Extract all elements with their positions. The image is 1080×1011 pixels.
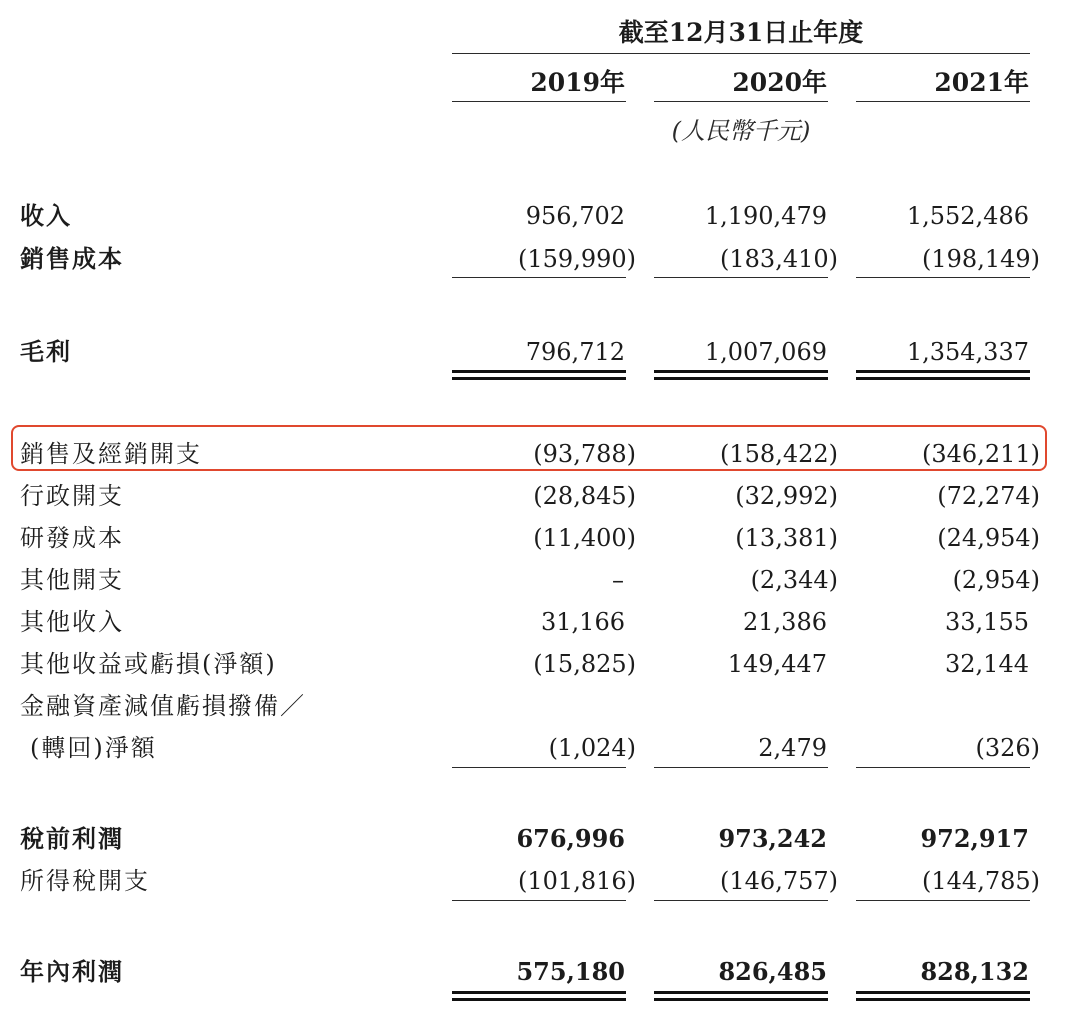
- value-2021: (326): [975, 734, 1040, 762]
- value-2019: (15,825): [533, 650, 636, 678]
- value-2021: 972,917: [920, 824, 1029, 853]
- table-row-other-gains-losses: [0, 647, 1080, 681]
- value-2021: (2,954): [952, 566, 1040, 594]
- row-label: 研發成本: [20, 524, 124, 552]
- period-header: 截至12月31日止年度: [618, 18, 864, 47]
- value-2019: 31,166: [541, 608, 625, 636]
- subtotal-line: [856, 900, 1030, 901]
- value-2021: (144,785): [922, 867, 1040, 895]
- row-label: 其他收入: [20, 608, 124, 636]
- value-2019: (159,990): [518, 245, 636, 273]
- value-2019: (101,816): [518, 867, 636, 895]
- row-label: 收入: [20, 201, 72, 230]
- table-row-profit-for-year: [0, 955, 1080, 989]
- value-2021: 33,155: [945, 608, 1029, 636]
- row-label: 其他開支: [20, 566, 124, 594]
- table-row-profit-before-tax: [0, 822, 1080, 856]
- row-label: 銷售成本: [20, 244, 124, 273]
- row-label: 其他收益或虧損(淨額): [20, 650, 277, 678]
- value-2021: 1,552,486: [906, 202, 1029, 230]
- subtotal-line: [856, 767, 1030, 768]
- total-double-line: [452, 991, 626, 1001]
- total-double-line: [856, 991, 1030, 1001]
- value-2021: (346,211): [922, 440, 1040, 468]
- row-label: 所得稅開支: [20, 867, 150, 895]
- total-double-line: [654, 991, 828, 1001]
- table-row-income-tax: [0, 864, 1080, 898]
- subtotal-line: [452, 767, 626, 768]
- value-2020: 149,447: [727, 650, 827, 678]
- table-row-revenue: [0, 199, 1080, 233]
- value-2020: 2,479: [758, 734, 827, 762]
- year-header-2020: 2020年: [732, 68, 827, 97]
- value-2019: –: [612, 566, 624, 594]
- table-row-admin-expenses: [0, 479, 1080, 513]
- period-underline: [452, 53, 1030, 54]
- table-row-other-expenses: [0, 563, 1080, 597]
- currency-unit-note: (人民幣千元): [671, 117, 811, 145]
- total-double-line: [654, 370, 828, 380]
- value-2021: (72,274): [937, 482, 1040, 510]
- value-2020: (2,344): [750, 566, 838, 594]
- total-double-line: [452, 370, 626, 380]
- subtotal-line: [452, 900, 626, 901]
- subtotal-line: [856, 277, 1030, 278]
- table-row-cost-of-sales: [0, 242, 1080, 276]
- value-2020: (158,422): [720, 440, 838, 468]
- value-2019: 676,996: [516, 824, 625, 853]
- table-row-selling-expenses: [0, 437, 1080, 471]
- row-label: 毛利: [20, 337, 72, 366]
- value-2020: 1,007,069: [704, 338, 827, 366]
- row-label-continued: (轉回)淨額: [30, 734, 157, 762]
- row-label: 銷售及經銷開支: [20, 440, 202, 468]
- value-2021: 1,354,337: [906, 338, 1029, 366]
- subtotal-line: [654, 900, 828, 901]
- value-2019: 796,712: [525, 338, 625, 366]
- table-row-gross-profit: [0, 335, 1080, 369]
- value-2020: (32,992): [735, 482, 838, 510]
- value-2021: (24,954): [937, 524, 1040, 552]
- year-underline-2021: [856, 101, 1030, 102]
- row-label: 年內利潤: [20, 957, 124, 986]
- value-2020: 973,242: [718, 824, 827, 853]
- row-label: 稅前利潤: [20, 824, 124, 853]
- year-underline-2020: [654, 101, 828, 102]
- value-2021: 828,132: [920, 957, 1029, 986]
- value-2020: 1,190,479: [704, 202, 827, 230]
- value-2020: (13,381): [735, 524, 838, 552]
- table-row-rd-costs: [0, 521, 1080, 555]
- table-row-impairment: [0, 731, 1080, 765]
- value-2020: (183,410): [720, 245, 838, 273]
- value-2019: 956,702: [525, 202, 625, 230]
- table-row-other-income: [0, 605, 1080, 639]
- year-header-2019: 2019年: [530, 68, 625, 97]
- year-header-2021: 2021年: [934, 68, 1029, 97]
- subtotal-line: [654, 767, 828, 768]
- value-2019: (1,024): [548, 734, 636, 762]
- value-2019: (11,400): [533, 524, 636, 552]
- value-2021: (198,149): [922, 245, 1040, 273]
- year-underline-2019: [452, 101, 626, 102]
- value-2019: (93,788): [533, 440, 636, 468]
- value-2020: 21,386: [743, 608, 827, 636]
- value-2021: 32,144: [945, 650, 1029, 678]
- subtotal-line: [654, 277, 828, 278]
- value-2020: (146,757): [720, 867, 838, 895]
- subtotal-line: [452, 277, 626, 278]
- table-row-impairment-label: [0, 689, 1080, 723]
- value-2019: (28,845): [533, 482, 636, 510]
- value-2019: 575,180: [516, 957, 625, 986]
- total-double-line: [856, 370, 1030, 380]
- value-2020: 826,485: [718, 957, 827, 986]
- row-label: 行政開支: [20, 482, 124, 510]
- row-label: 金融資產減值虧損撥備／: [20, 692, 306, 720]
